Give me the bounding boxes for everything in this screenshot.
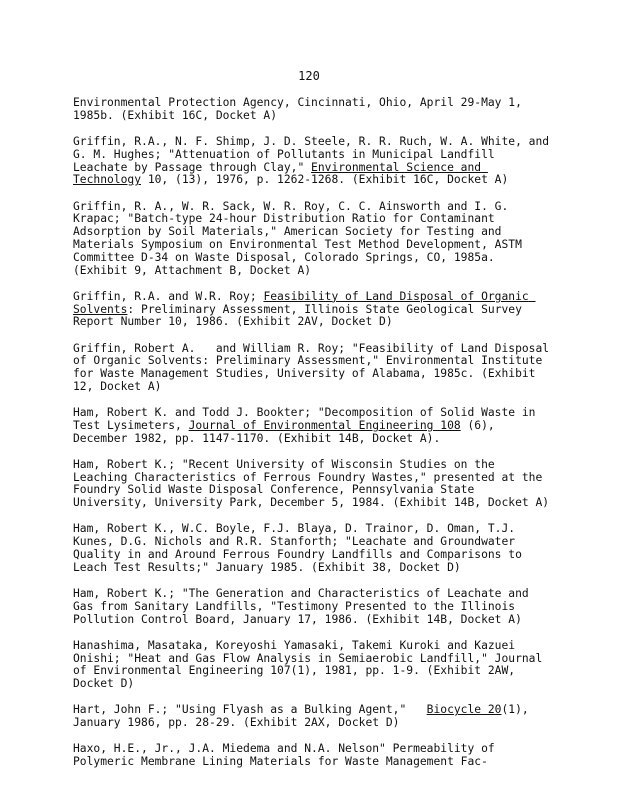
- reference-text: Ham, Robert K.; "Recent University of Wisconsin Studies on the Leaching Characteristics of Ferrous Foundry Wastes," presented at the Foundry Solid Waste Disposal Conference, Pennsylvania State University, University Park, December 5, 1984. (Exhibit 14B, Docket A): [73, 457, 550, 510]
- reference-text: : Preliminary Assessment, Illinois State Geological Survey Report Number 10, 1986. (Exhibit 2AV, Docket D): [73, 302, 529, 329]
- reference-text: Haxo, H.E., Jr., J.A. Miedema and N.A. Nelson" Permeability of Polymeric Membrane Lining Materials for Waste Management Fac-: [73, 742, 502, 769]
- reference-entry: [73, 459, 553, 510]
- reference-entry: [73, 341, 556, 394]
- reference-title-underlined: Biocycle 20: [426, 703, 502, 717]
- reference-text: 10, (13), 1976, p. 1262-1268. (Exhibit 16C, Docket A): [141, 173, 509, 187]
- reference-text: Ham, Robert K.; "The Generation and Characteristics of Leachate and Gas from Sanitary Landfills, "Testimony Presented to the Illinois Pollution Control Board, January 17, 1986. (Exhibit 14B, Docket A): [73, 587, 536, 626]
- reference-entry: [73, 588, 553, 626]
- reference-entry: [73, 704, 553, 730]
- reference-text: Ham, Robert K. and Todd J. Bookter; "Decomposition of Solid Waste in Test Lysimeters,: [73, 406, 543, 432]
- reference-text: Hart, John F.; "Using Flyash as a Bulking Agent,": [73, 703, 427, 717]
- reference-title-underlined: Environmental Science and Technology: [73, 160, 488, 187]
- reference-entry: [73, 97, 553, 123]
- reference-entry: [73, 743, 553, 769]
- reference-text: Griffin, R.A. and W.R. Roy;: [73, 289, 264, 303]
- page-number: 120: [298, 69, 320, 83]
- reference-text: (1), January 1986, pp. 28-29. (Exhibit 2AX, Docket D): [73, 703, 536, 730]
- reference-text: Hanashima, Masataka, Koreyoshi Yamasaki, Takemi Kuroki and Kazuei Onishi; "Heat and Gas Flow Analysis in Semiaerobic Landfill," Journal of Environmental Engineering 107(1), 1981, pp. 1-9. (Exhibit 2AW, Docket D): [73, 638, 550, 691]
- reference-text: Griffin, R. A., W. R. Sack, W. R. Roy, C. C. Ainsworth and I. G. Krapac; "Batch-type 24-hour Distribution Ratio for Contaminant Adsorption by Soil Materials," American Society for Testing and Materials Symposium on Environmental Test Method Development, ASTM Committee D-34 on Waste Disposal, Colorado Springs, CO, 1985a. (Exhibit 9, Attachment B, Docket A): [73, 199, 529, 277]
- reference-entry: [73, 291, 553, 329]
- reference-entry: [73, 407, 553, 445]
- reference-entry: [73, 201, 553, 278]
- reference-text: (6), December 1982, pp. 1147-1170. (Exhibit 14B, Docket A).: [73, 418, 502, 445]
- reference-list: [73, 96, 556, 782]
- reference-entry: [73, 134, 556, 187]
- reference-title-underlined: Journal of Environmental Engineering 108: [188, 418, 461, 432]
- reference-text: Griffin, R.A., N. F. Shimp, J. D. Steele, R. R. Ruch, W. A. White, and G. M. Hughes; "Attenuation of Pollutants in Municipal Landfill Leachate by Passage through Clay,": [73, 134, 556, 174]
- reference-text: Ham, Robert K., W.C. Boyle, F.J. Blaya, D. Trainor, D. Oman, T.J. Kunes, D.G. Nichols and R.R. Stanforth; "Leachate and Groundwater Quality in and Around Ferrous Foundry Landfills and Comparisons to Leach Test Results;" January 1985. (Exhibit 38, Docket D): [73, 522, 529, 574]
- reference-entry: [73, 640, 553, 691]
- reference-title-underlined: Feasibility of Land Disposal of Organic Solvents: [73, 289, 536, 316]
- reference-text: Griffin, Robert A. and William R. Roy; "Feasibility of Land Disposal of Organic Solvents: Preliminary Assessment," Environmental Institute for Waste Management Studies, University of Alabama, 1985c. (Exhibit 12, Docket A): [73, 341, 556, 393]
- reference-entry: [73, 523, 553, 574]
- reference-text: Environmental Protection Agency, Cincinnati, Ohio, April 29-May 1, 1985b. (Exhibit 16C, Docket A): [73, 96, 529, 122]
